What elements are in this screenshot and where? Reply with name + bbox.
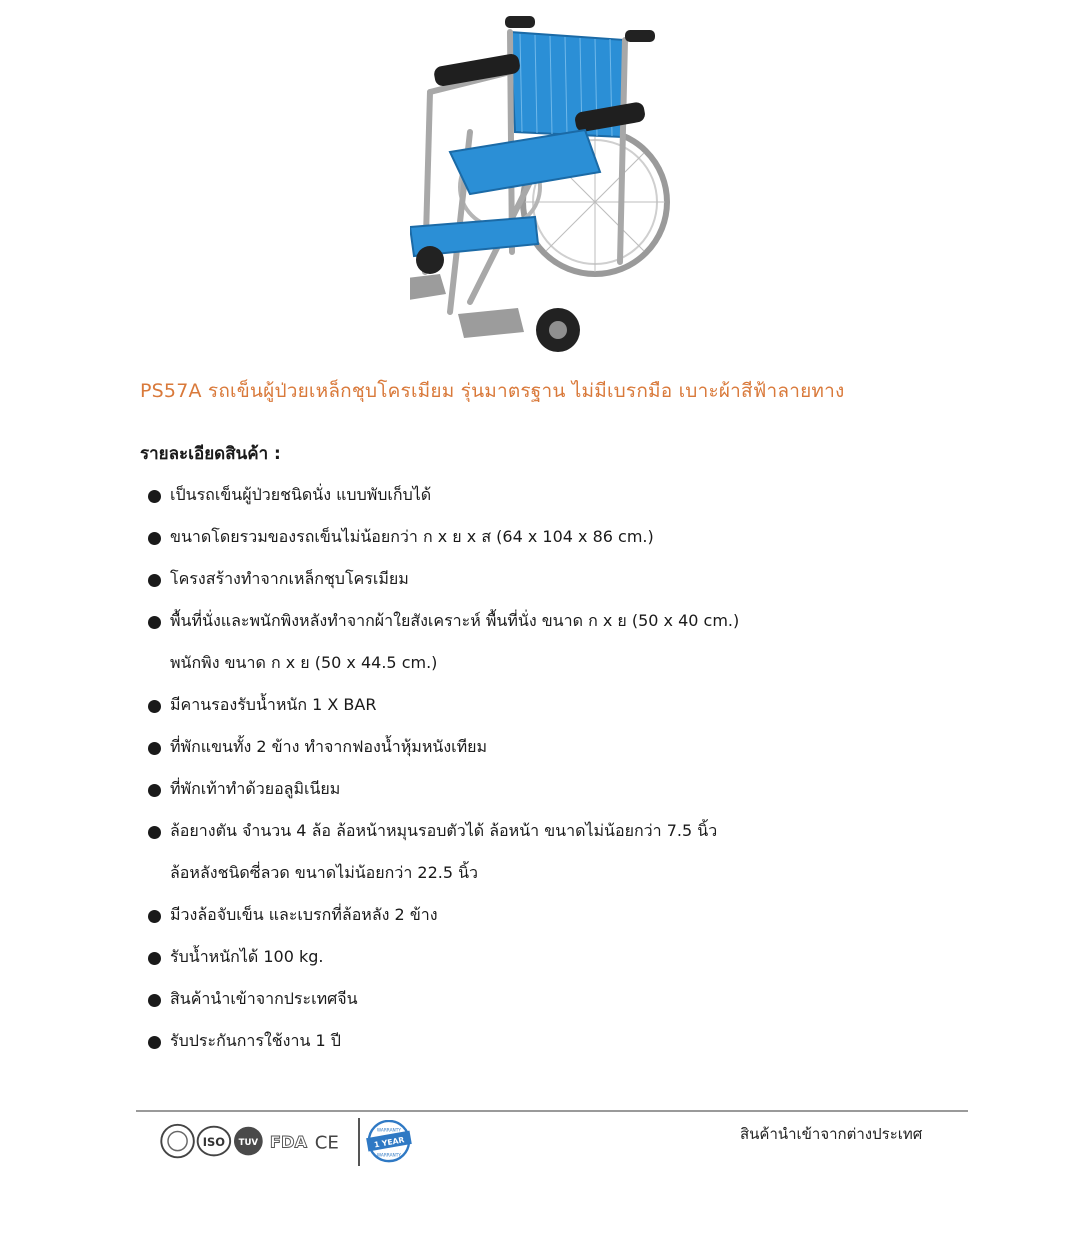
wheelchair-photo	[410, 12, 670, 362]
product-title: PS57A รถเข็นผู้ป่วยเหล็กชุบโครเมียม รุ่นมาตรฐาน ไม่มีเบรกมือ เบาะผ้าสีฟ้าลายทาง	[140, 380, 845, 402]
rear-wheel-size-line: ล้อหลังชนิดซี่ลวด ขนาดไม่น้อยกว่า 22.5 นิ้ว	[170, 863, 479, 882]
certification-logos	[150, 1120, 450, 1164]
backrest-size-line: พนักพิง ขนาด ก x ย (50 x 44.5 cm.)	[170, 653, 438, 672]
details-heading: รายละเอียดสินค้า :	[140, 444, 281, 464]
bullet-icon	[148, 994, 161, 1007]
bullet-icon	[148, 784, 161, 797]
warranty-badge	[366, 1121, 412, 1161]
import-note: สินค้านำเข้าจากต่างประเทศ	[740, 1125, 923, 1143]
bullet-icon	[148, 490, 161, 503]
bullet-icon	[148, 532, 161, 545]
svg-text:WARRANTY: WARRANTY	[376, 1128, 402, 1134]
ce-logo	[315, 1133, 339, 1154]
tuv-logo	[234, 1127, 263, 1156]
iso-logo	[198, 1127, 231, 1156]
bullet-icon	[148, 616, 161, 629]
bullet-icon	[148, 910, 161, 923]
bullet-icon	[148, 1036, 161, 1049]
svg-text:WARRANTY: WARRANTY	[376, 1153, 402, 1159]
svg-text:TUV: TUV	[238, 1137, 259, 1148]
footer-divider-line	[136, 1110, 968, 1112]
svg-text:1 YEAR: 1 YEAR	[373, 1135, 406, 1150]
svg-text:CE: CE	[314, 1132, 339, 1154]
bullet-icon	[148, 952, 161, 965]
bullet-icon	[148, 700, 161, 713]
quality-seal-icon	[161, 1125, 194, 1158]
bullet-icon	[148, 826, 161, 839]
bullet-icon	[148, 574, 161, 587]
bullet-icon	[148, 742, 161, 755]
fda-logo	[270, 1133, 308, 1152]
svg-text:FDA: FDA	[269, 1132, 308, 1152]
svg-text:ISO: ISO	[202, 1134, 226, 1149]
